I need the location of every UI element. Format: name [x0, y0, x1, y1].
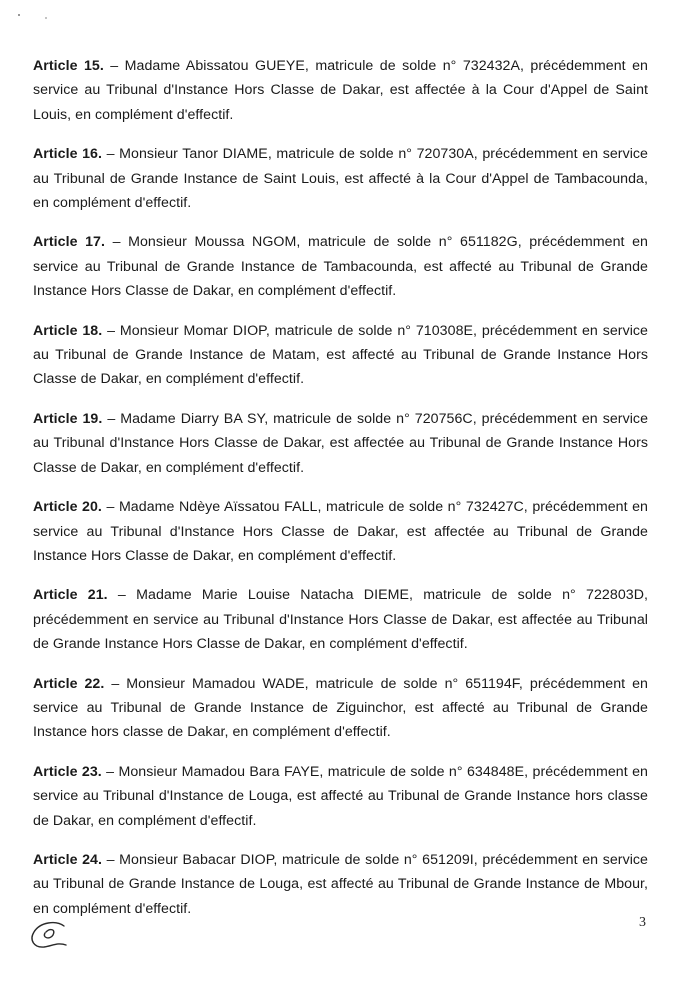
- article-text: – Madame Abissatou GUEYE, matricule de solde n° 732432A, précédemment en service au Tribunal d'Instance Hors Classe de Dakar, est affectée à la Cour d'Appel de Saint Louis, en complément d'effectif.: [33, 58, 648, 123]
- article-17: [33, 230, 648, 303]
- article-number: Article 17.: [33, 234, 105, 251]
- article-number: Article 16.: [33, 146, 102, 163]
- article-text: – Madame Diarry BA SY, matricule de solde n° 720756C, précédemment en service au Tribunal d'Instance Hors Classe de Dakar, est affectée au Tribunal de Grande Instance Hors Classe de Dakar, en complément d'effectif.: [33, 410, 649, 476]
- article-number: Article 20.: [33, 499, 102, 516]
- handwritten-initials-icon: [26, 918, 70, 952]
- article-text: – Madame Ndèye Aïssatou FALL, matricule de solde n° 732427C, précédemment en service au Tribunal d'Instance Hors Classe de Dakar, est affectée au Tribunal de Grande Instance Hors Classe de Dakar, en complément d'effectif.: [33, 499, 648, 564]
- article-number: Article 18.: [33, 322, 103, 339]
- scan-speck-icon: [16, 10, 56, 24]
- article-number: Article 22.: [33, 675, 105, 692]
- articles-list: [33, 54, 648, 936]
- article-text: – Monsieur Mamadou WADE, matricule de solde n° 651194F, précédemment en service au Tribunal de Grande Instance de Ziguinchor, est affecté au Tribunal de Grande Instance hors classe de Dakar, en complément d'effectif.: [33, 675, 648, 741]
- article-18: [33, 319, 648, 392]
- article-text: – Monsieur Mamadou Bara FAYE, matricule de solde n° 634848E, précédemment en service au Tribunal d'Instance de Louga, est affecté au Tribunal de Grande Instance hors classe de Dakar, en complément d'effectif.: [33, 763, 648, 829]
- article-text: – Monsieur Momar DIOP, matricule de solde n° 710308E, précédemment en service au Tribunal de Grande Instance de Matam, est affecté au Tribunal de Grande Instance Hors Classe de Dakar, en complément d'effectif.: [33, 322, 648, 388]
- article-15: [33, 54, 648, 127]
- article-23: [33, 760, 648, 833]
- article-19: [33, 407, 648, 480]
- article-24: [33, 848, 648, 921]
- article-number: Article 23.: [33, 763, 102, 780]
- article-number: Article 24.: [33, 851, 102, 868]
- article-text: – Monsieur Tanor DIAME, matricule de solde n° 720730A, précédemment en service au Tribunal de Grande Instance de Saint Louis, est affecté à la Cour d'Appel de Tambacounda, en complément d'effectif.: [33, 146, 648, 212]
- article-20: [33, 495, 648, 568]
- article-21: [33, 583, 648, 656]
- article-22: [33, 672, 648, 745]
- article-text: – Madame Marie Louise Natacha DIEME, matricule de solde n° 722803D, précédemment en service au Tribunal d'Instance Hors Classe de Dakar, est affectée au Tribunal de Grande Instance Hors Classe de Dakar, en complément d'effectif.: [33, 587, 648, 653]
- article-number: Article 21.: [33, 587, 108, 604]
- article-text: – Monsieur Moussa NGOM, matricule de solde n° 651182G, précédemment en service au Tribunal de Grande Instance de Tambacounda, est affecté au Tribunal de Grande Instance Hors Classe de Dakar, en complément d'effectif.: [33, 234, 648, 300]
- article-text: – Monsieur Babacar DIOP, matricule de solde n° 651209I, précédemment en service au Tribunal de Grande Instance de Louga, est affecté au Tribunal de Grande Instance de Mbour, en complément d'effectif.: [33, 851, 648, 917]
- article-16: [33, 142, 648, 215]
- page-number: 3: [639, 915, 646, 930]
- article-number: Article 19.: [33, 410, 103, 427]
- article-number: Article 15.: [33, 58, 104, 74]
